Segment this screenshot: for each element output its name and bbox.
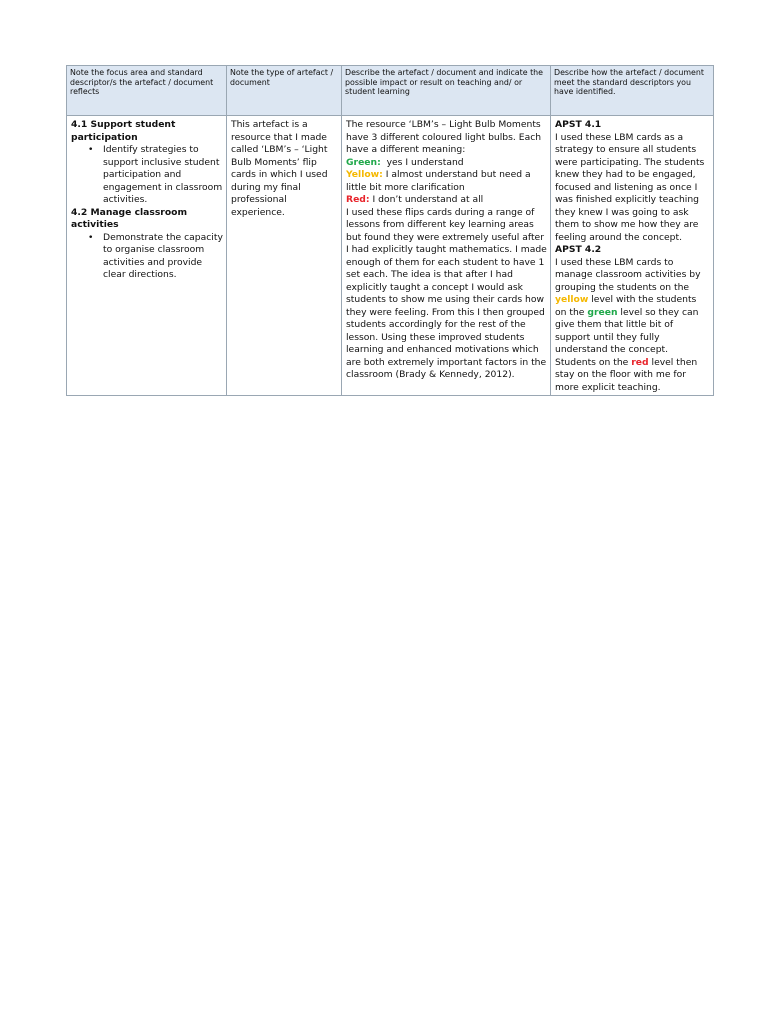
artefact-type-cell [227,116,342,396]
apst-4-2-label: APST 4.2 [555,244,602,255]
yellow-word: yellow [555,294,589,305]
standard-4-1-title: 4.1 Support student participation [71,119,176,143]
green-text: yes I understand [380,156,464,168]
green-meaning [346,157,547,170]
description-intro: The resource ‘LBM’s – Light Bulb Moments have 3 different coloured light bulbs. Each have a different meaning: [346,119,542,155]
standard-4-2-title: 4.2 Manage classroom activities [71,206,188,230]
green-word: green [587,306,618,318]
apst-4-2-part-d: level then stay on the floor with me for more explicit teaching. [555,356,698,393]
bullet-icon: • [88,144,94,155]
apst-4-1-label: APST 4.1 [555,119,602,130]
green-label: Green: [346,156,381,168]
red-meaning [346,194,547,207]
header-row [67,66,714,116]
description-cell [342,116,551,396]
apst-4-2-part-c: level so they can give them that little bit of support until they fully understand the concept. Students on the [555,306,699,368]
apst-4-2-part-b: level with the students on the [555,294,697,318]
bullet-icon: • [88,231,94,243]
yellow-meaning [346,169,547,194]
header-describe-impact: Describe the artefact / document and indicate the possible impact or result on teaching and/ or student learning [342,66,551,116]
yellow-text: I almost understand but need a little bit more clarification [346,169,531,193]
standard-4-2-descriptor: Demonstrate the capacity to organise classroom activities and provide clear directions. [103,231,223,280]
apst-4-2-text [555,257,710,395]
red-word: red [631,356,649,368]
header-artefact-type: Note the type of artefact / document [227,66,342,116]
standard-4-1-descriptor: Identify strategies to support inclusive student participation and engagement in classroom activities. [103,144,223,205]
list-item [88,144,223,207]
header-focus-area: Note the focus area and standard descriptor/s the artefact / document reflects [67,66,227,116]
apst-4-2-part-a: I used these LBM cards to manage classroom activities by grouping the students on the [555,256,701,293]
artefact-type-text: This artefact is a resource that I made called ‘LBM’s – ‘Light Bulb Moments’ flip cards in which I used during my final professional experience. [231,119,328,218]
red-label: Red: [346,194,370,205]
header-meets-descriptors: Describe how the artefact / document meet the standard descriptors you have identified. [551,66,714,116]
evidence-sheet [66,65,713,396]
focus-area-cell [67,116,227,396]
description-body: I used these flips cards during a range of lessons from different key learning areas but found they were extremely useful after I had explicitly taught mathematics. I made enough of them for each student to have 1 set each. The idea is that after I had explicitly taught a concept I would ask students to show me using their cards how they were feeling. From this I then grouped students accordingly for the rest of the lesson. Using these improved students learning and enhanced motivations which are both extremely important factors in the classroom (Brady & Kennedy, 2012). [346,206,547,380]
evidence-row [67,116,714,396]
standard-4-2-list [71,232,223,282]
evidence-table [66,65,714,396]
standard-4-1-list [71,144,223,207]
red-text: I don’t understand at all [369,194,484,205]
meets-descriptors-cell [551,116,714,396]
apst-4-1-text: I used these LBM cards as a strategy to ensure all students were participating. The students knew they had to be engaged, focused and listening as once I was finished explicitly teaching they knew I was going to ask them to show me how they are feeling around the concept. [555,131,705,243]
yellow-label: Yellow: [346,169,383,180]
list-item [88,231,223,282]
